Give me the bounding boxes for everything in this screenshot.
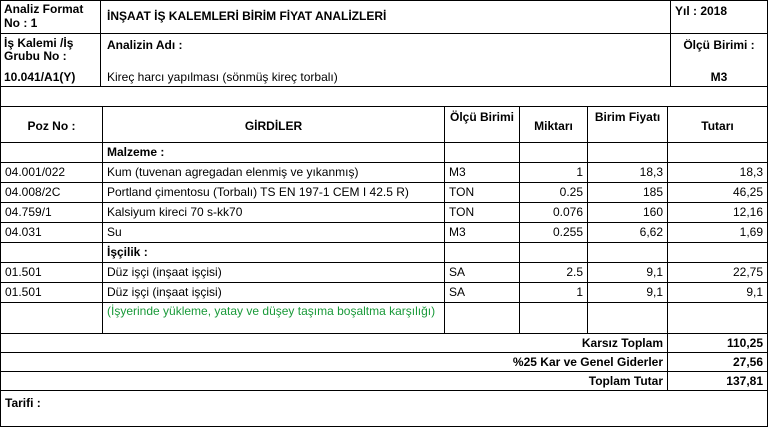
row-qty: 0.076 <box>519 202 588 223</box>
row-name: Kalsiyum kireci 70 s-kk70 <box>102 202 445 223</box>
row-qty: 1 <box>519 162 588 183</box>
empty-cell <box>0 302 103 334</box>
empty-cell <box>0 352 445 372</box>
row-poz: 01.501 <box>0 282 103 303</box>
row-name: Düz işçi (inşaat işçisi) <box>102 262 445 283</box>
page-title: İNŞAAT İŞ KALEMLERİ BİRİM FİYAT ANALİZLERİ <box>100 0 671 34</box>
subtotal-value: 110,25 <box>667 333 768 353</box>
format-label: Analiz Format No : 1 <box>0 0 101 34</box>
empty-cell <box>667 302 768 334</box>
row-poz: 04.001/022 <box>0 162 103 183</box>
labor-note: (İşyerinde yükleme, yatay ve düşey taşıma boşaltma karşılığı) <box>102 302 445 334</box>
row-qty: 1 <box>519 282 588 303</box>
empty-cell <box>519 142 588 163</box>
item-code: 10.041/A1(Y) <box>4 70 76 84</box>
item-name: Kireç harcı yapılması (sönmüş kireç torbalı) <box>107 70 338 84</box>
row-poz: 01.501 <box>0 262 103 283</box>
row-name: Kum (tuvenan agregadan elenmiş ve yıkanmış) <box>102 162 445 183</box>
empty-cell <box>587 142 668 163</box>
empty-cell <box>667 142 768 163</box>
row-total: 46,25 <box>667 182 768 203</box>
row-name: Portland çimentosu (Torbalı) TS EN 197-1 CEM I 42.5 R) <box>102 182 445 203</box>
row-total: 18,3 <box>667 162 768 183</box>
row-unit: SA <box>444 282 520 303</box>
empty-cell <box>0 242 103 263</box>
section-poz-empty <box>0 142 103 163</box>
col-qty: Miktarı <box>519 106 588 143</box>
item-name-label: Analizin Adı : <box>107 38 183 52</box>
item-unit-cell <box>670 33 768 87</box>
item-unit-label: Ölçü Birimi : <box>683 39 755 52</box>
section-labor: İşçilik : <box>102 242 445 263</box>
row-price: 185 <box>587 182 668 203</box>
col-poz: Poz No : <box>0 106 103 143</box>
empty-cell <box>444 302 520 334</box>
col-inputs: GİRDİLER <box>102 106 445 143</box>
row-poz: 04.759/1 <box>0 202 103 223</box>
empty-cell <box>519 302 588 334</box>
subtotal-label: Karsız Toplam <box>444 333 668 353</box>
row-unit: TON <box>444 202 520 223</box>
empty-cell <box>667 242 768 263</box>
tariff-label: Tarifi : <box>5 396 41 410</box>
row-qty: 0.255 <box>519 222 588 243</box>
section-material: Malzeme : <box>102 142 445 163</box>
item-group-label: İş Kalemi /İş Grubu No : <box>4 37 74 63</box>
row-qty: 2.5 <box>519 262 588 283</box>
empty-cell <box>444 142 520 163</box>
row-poz: 04.031 <box>0 222 103 243</box>
row-unit: M3 <box>444 222 520 243</box>
row-price: 6,62 <box>587 222 668 243</box>
row-price: 160 <box>587 202 668 223</box>
empty-cell <box>519 242 588 263</box>
tariff-cell <box>0 390 768 427</box>
empty-cell <box>0 333 445 353</box>
empty-cell <box>0 371 445 391</box>
profit-value: 27,56 <box>667 352 768 372</box>
row-price: 9,1 <box>587 282 668 303</box>
spacer-row <box>0 86 768 107</box>
col-unit: Ölçü Birimi <box>444 106 520 143</box>
row-total: 12,16 <box>667 202 768 223</box>
row-poz: 04.008/2C <box>0 182 103 203</box>
row-price: 18,3 <box>587 162 668 183</box>
col-total: Tutarı <box>667 106 768 143</box>
row-qty: 0.25 <box>519 182 588 203</box>
row-unit: TON <box>444 182 520 203</box>
row-price: 9,1 <box>587 262 668 283</box>
grand-total-label: Toplam Tutar <box>444 371 668 391</box>
row-unit: M3 <box>444 162 520 183</box>
item-unit: M3 <box>710 70 728 84</box>
row-name: Su <box>102 222 445 243</box>
grand-total-value: 137,81 <box>667 371 768 391</box>
col-price: Birim Fiyatı <box>587 106 668 143</box>
row-total: 9,1 <box>667 282 768 303</box>
item-code-cell <box>0 33 101 87</box>
empty-cell <box>444 242 520 263</box>
year-label: Yıl : 2018 <box>670 0 768 34</box>
row-unit: SA <box>444 262 520 283</box>
empty-cell <box>587 242 668 263</box>
row-total: 1,69 <box>667 222 768 243</box>
profit-label: %25 Kar ve Genel Giderler <box>444 352 668 372</box>
item-name-cell <box>100 33 671 87</box>
row-name: Düz işçi (inşaat işçisi) <box>102 282 445 303</box>
row-total: 22,75 <box>667 262 768 283</box>
empty-cell <box>587 302 668 334</box>
